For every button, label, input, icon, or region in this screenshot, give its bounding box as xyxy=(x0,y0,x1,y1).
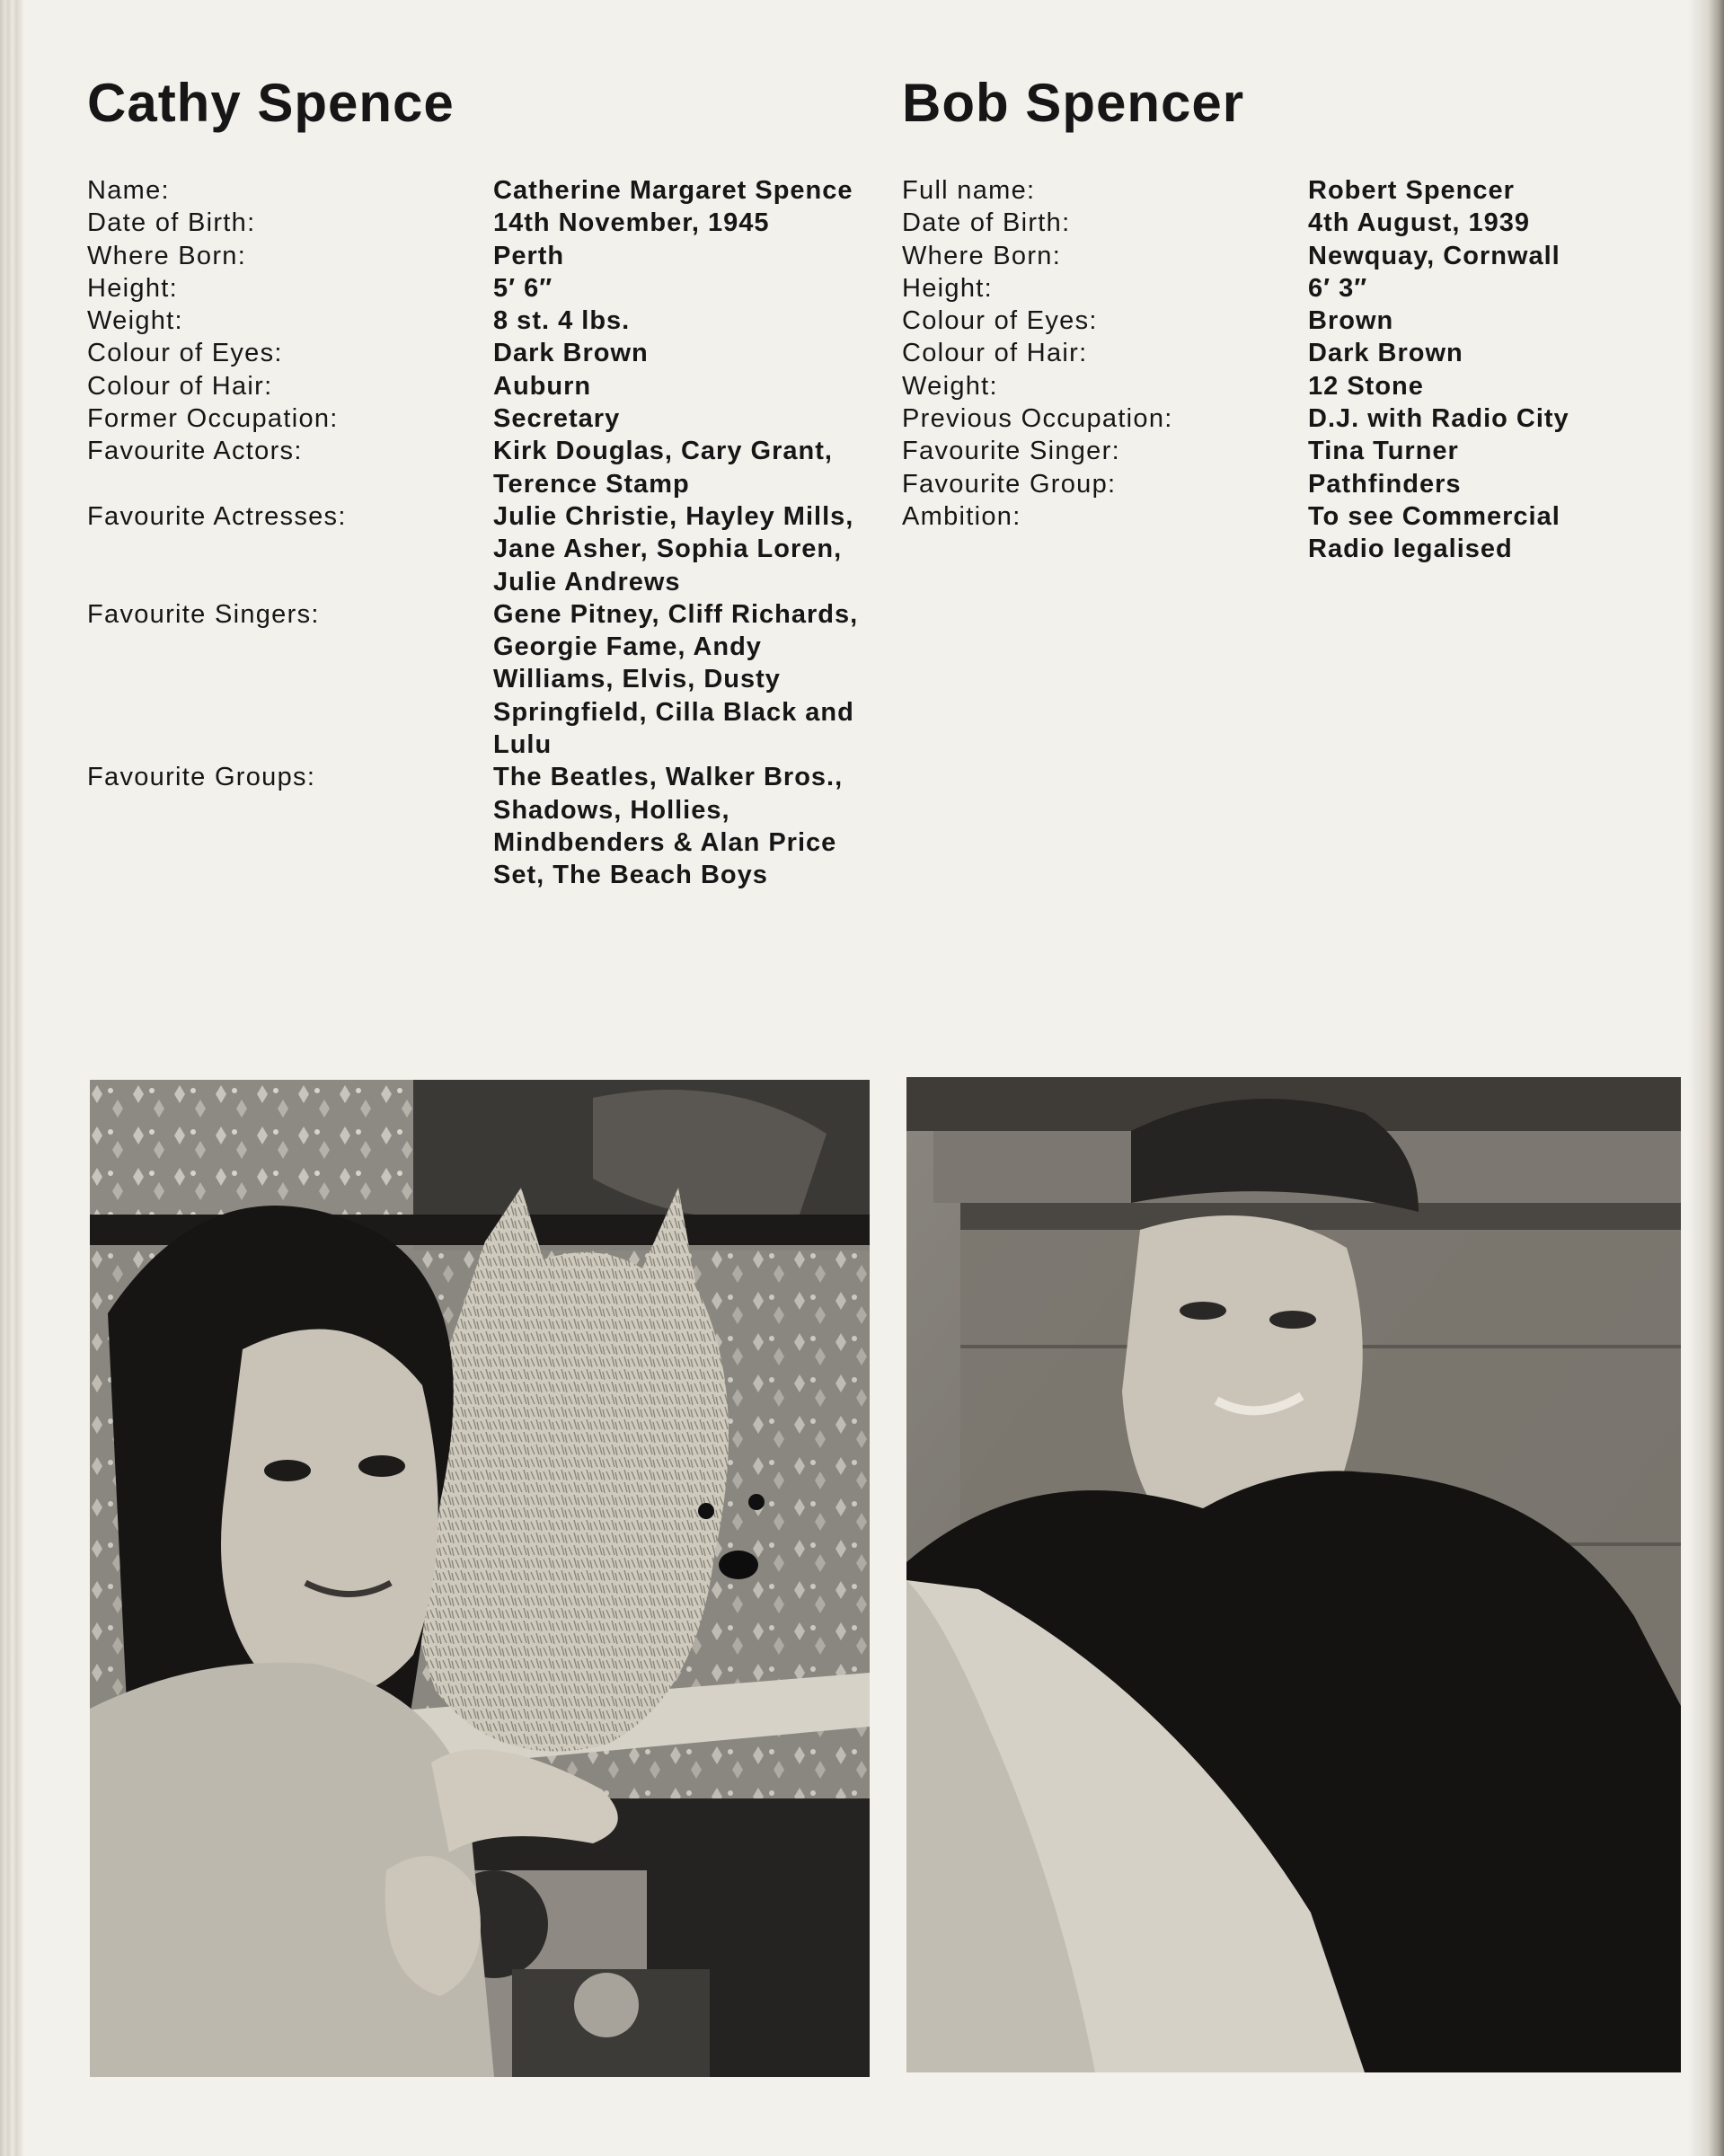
field-row xyxy=(87,174,896,207)
field-row xyxy=(87,207,896,239)
field-row xyxy=(902,240,1675,272)
field-label: Favourite Singers: xyxy=(87,599,320,629)
profile-bob xyxy=(902,63,1675,566)
field-row xyxy=(902,468,1675,500)
profile-name-heading: Bob Spencer xyxy=(902,73,1245,133)
field-label: Full name: xyxy=(902,176,1036,205)
field-label: Weight: xyxy=(87,306,183,336)
field-row xyxy=(902,402,1675,435)
field-value: Auburn xyxy=(493,371,592,401)
field-row xyxy=(87,337,896,369)
field-value: 5′ 6″ xyxy=(493,273,553,303)
field-row xyxy=(902,435,1675,467)
profile-name-heading: Cathy Spence xyxy=(87,73,455,133)
field-row xyxy=(87,402,896,435)
field-label: Height: xyxy=(87,273,178,303)
field-value: Julie Christie, Hayley Mills, Jane Asher, Sophia Loren, Julie Andrews xyxy=(493,501,854,596)
profile-cathy xyxy=(87,63,896,892)
field-label: Former Occupation: xyxy=(87,404,339,434)
field-label: Favourite Singer: xyxy=(902,437,1120,466)
field-value: Kirk Douglas, Cary Grant, Terence Stamp xyxy=(493,437,833,499)
field-row xyxy=(902,207,1675,239)
page-gutter-shadow xyxy=(1688,0,1724,2156)
field-value: Brown xyxy=(1308,306,1394,336)
field-row xyxy=(87,598,896,761)
field-value: Pathfinders xyxy=(1308,469,1462,499)
field-label: Where Born: xyxy=(87,241,247,270)
field-label: Favourite Group: xyxy=(902,469,1117,499)
field-value: 8 st. 4 lbs. xyxy=(493,306,631,336)
field-row xyxy=(87,240,896,272)
page-edge xyxy=(0,0,23,2156)
photo-cathy-with-dog xyxy=(90,1080,870,2077)
field-row xyxy=(902,500,1675,566)
field-label: Favourite Actors: xyxy=(87,437,303,466)
field-label: Favourite Groups: xyxy=(87,763,316,792)
field-label: Weight: xyxy=(902,371,998,401)
profile-fields xyxy=(87,174,896,892)
profile-fields xyxy=(902,174,1675,566)
field-row xyxy=(87,370,896,402)
field-label: Ambition: xyxy=(902,501,1021,531)
field-row xyxy=(87,305,896,337)
field-row xyxy=(87,272,896,305)
field-value: Newquay, Cornwall xyxy=(1308,241,1560,270)
field-row xyxy=(87,500,896,598)
field-value: To see Commercial Radio legalised xyxy=(1308,501,1560,564)
field-label: Colour of Eyes: xyxy=(87,339,283,368)
field-row xyxy=(902,337,1675,369)
field-value: Dark Brown xyxy=(493,339,649,368)
field-row xyxy=(902,272,1675,305)
field-row xyxy=(902,174,1675,207)
field-label: Date of Birth: xyxy=(87,208,256,238)
field-value: 6′ 3″ xyxy=(1308,273,1368,303)
field-value: 14th November, 1945 xyxy=(493,208,770,238)
field-value: Catherine Margaret Spence xyxy=(493,176,853,205)
field-value: Robert Spencer xyxy=(1308,176,1515,205)
field-value: Secretary xyxy=(493,404,621,434)
field-value: Dark Brown xyxy=(1308,339,1463,368)
field-value: D.J. with Radio City xyxy=(1308,404,1569,434)
field-row xyxy=(87,761,896,891)
photo-bob xyxy=(906,1077,1681,2072)
field-row xyxy=(902,305,1675,337)
field-label: Previous Occupation: xyxy=(902,404,1173,434)
field-value: 4th August, 1939 xyxy=(1308,208,1530,238)
field-label: Colour of Hair: xyxy=(902,339,1088,368)
field-row xyxy=(902,370,1675,402)
field-value: The Beatles, Walker Bros., Shadows, Hollies, Mindbenders & Alan Price Set, The Beach Boys xyxy=(493,763,844,890)
field-row xyxy=(87,435,896,500)
field-label: Colour of Hair: xyxy=(87,371,273,401)
field-value: Gene Pitney, Cliff Richards, Georgie Fame, Andy Williams, Elvis, Dusty Springfield, Cilla Black and Lulu xyxy=(493,599,859,760)
field-label: Date of Birth: xyxy=(902,208,1071,238)
field-value: Tina Turner xyxy=(1308,437,1459,466)
field-label: Height: xyxy=(902,273,993,303)
field-label: Favourite Actresses: xyxy=(87,501,347,531)
field-label: Colour of Eyes: xyxy=(902,306,1098,336)
field-label: Where Born: xyxy=(902,241,1062,270)
field-label: Name: xyxy=(87,176,170,205)
field-value: 12 Stone xyxy=(1308,371,1424,401)
field-value: Perth xyxy=(493,241,565,270)
